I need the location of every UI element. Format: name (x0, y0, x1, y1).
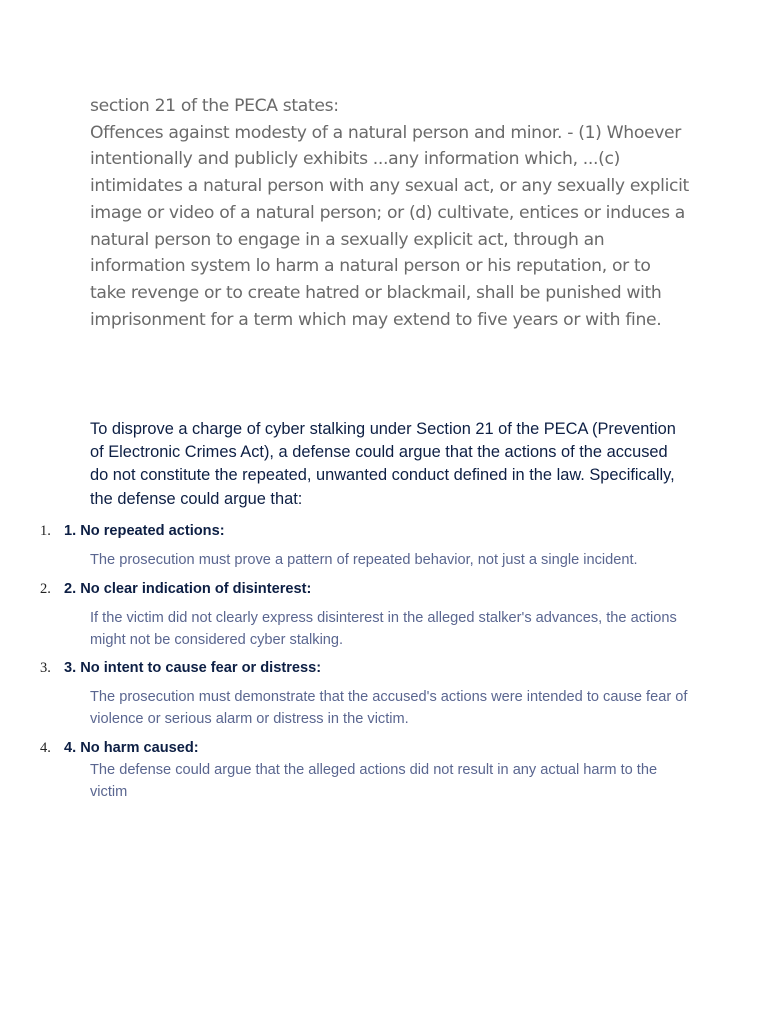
list-item-body: The prosecution must prove a pattern of repeated behavior, not just a single incident. (90, 552, 638, 568)
list-item-number: 3. (40, 660, 51, 676)
list-item-heading: 1. No repeated actions: (64, 523, 225, 539)
statute-quote (90, 93, 690, 333)
list-item-body: The defense could argue that the alleged actions did not result in any actual harm to the victim (90, 762, 658, 800)
list-item-body: The prosecution must demonstrate that the accused's actions were intended to cause fear of violence or serious alarm or distress in the victim. (90, 689, 688, 727)
list-item-body: If the victim did not clearly express disinterest in the alleged stalker's advances, the actions might not be considered cyber stalking. (90, 610, 677, 648)
list-item-heading: 3. No intent to cause fear or distress: (64, 660, 322, 676)
quote-heading: section 21 of the PECA states: (90, 96, 339, 116)
list-item-number: 1. (40, 523, 51, 539)
quote-text: Offences against modesty of a natural person and minor. - (1) Whoever intentionally and publicly exhibits ...any information which, ...(c) intimidates a natural person with any sexual act, or any sexually explicit image or video of a natural person; or (d) cultivate, entices or induces a natural person to engage in a sexually explicit act, through an information system lo harm a natural person or his reputation, or to take revenge or to create hatred or blackmail, shall be punished with imprisonment for a term which may extend to five years or with fine. (90, 122, 689, 330)
list-item-number: 4. (40, 740, 51, 756)
list-item-heading: 2. No clear indication of disinterest: (64, 581, 312, 597)
list-item-number: 2. (40, 581, 51, 597)
intro-paragraph: To disprove a charge of cyber stalking under Section 21 of the PECA (Prevention of Electronic Crimes Act), a defense could argue that the actions of the accused do not constitute the repeated, unwanted conduct defined in the law. Specifically, the defense could argue that: (90, 420, 676, 508)
list-item-heading: 4. No harm caused: (64, 740, 199, 756)
